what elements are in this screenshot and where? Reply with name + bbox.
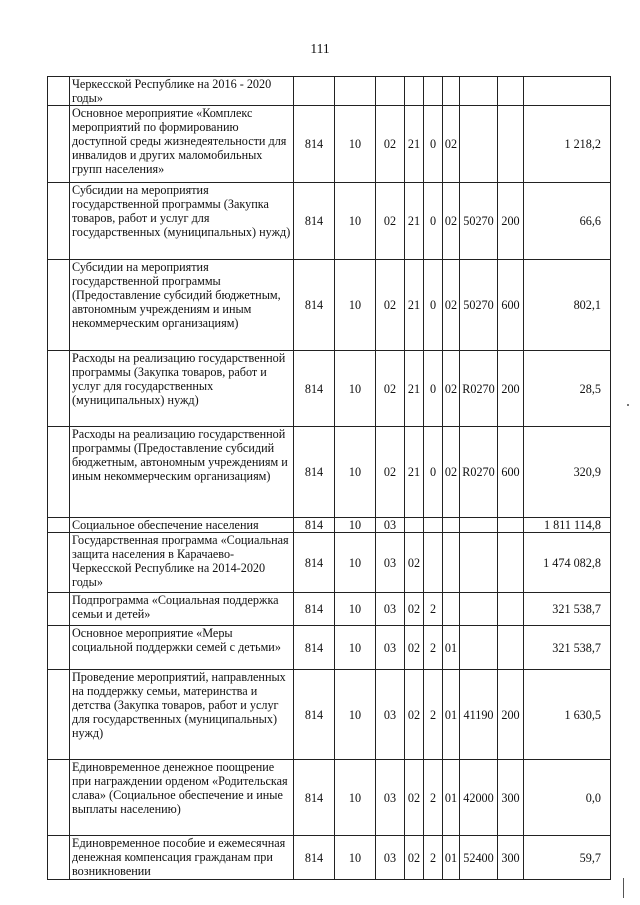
activity-code-cell: 02 — [443, 260, 460, 351]
grbs-cell: 814 — [294, 106, 335, 183]
blank-cell — [48, 183, 70, 260]
direction-code-cell — [460, 518, 498, 533]
direction-code-cell: 42000 — [460, 760, 498, 836]
amount-cell: 1 811 114,8 — [524, 518, 611, 533]
expense-type-cell: 200 — [498, 670, 524, 760]
item-name-cell: Расходы на реализацию государственной программы (Предоставление субсидий бюджетным, автономным учреждениям и иным некоммерческим организациям) — [70, 427, 294, 518]
item-name-cell: Единовременное пособие и ежемесячная денежная компенсация гражданам при возникновении — [70, 836, 294, 880]
subsection-cell: 02 — [376, 351, 405, 427]
direction-code-cell: 41190 — [460, 670, 498, 760]
table-row — [48, 518, 611, 533]
direction-code-cell: 50270 — [460, 260, 498, 351]
table-row — [48, 106, 611, 183]
section-cell: 10 — [335, 106, 376, 183]
expense-type-cell: 200 — [498, 183, 524, 260]
section-cell: 10 — [335, 760, 376, 836]
amount-cell — [524, 77, 611, 106]
page-number: 111 — [310, 41, 330, 56]
direction-code-cell — [460, 106, 498, 183]
subprogram-code-cell: 0 — [424, 427, 443, 518]
grbs-cell: 814 — [294, 836, 335, 880]
amount-cell: 802,1 — [524, 260, 611, 351]
subprogram-code-cell: 0 — [424, 351, 443, 427]
subsection-cell: 03 — [376, 760, 405, 836]
program-code-cell: 21 — [405, 106, 424, 183]
blank-cell — [48, 260, 70, 351]
margin-dot — [627, 404, 629, 406]
activity-code-cell — [443, 593, 460, 626]
subprogram-code-cell: 2 — [424, 593, 443, 626]
program-code-cell: 02 — [405, 533, 424, 593]
section-cell: 10 — [335, 836, 376, 880]
program-code-cell: 02 — [405, 836, 424, 880]
grbs-cell: 814 — [294, 351, 335, 427]
item-name-cell: Субсидии на мероприятия государственной программы (Закупка товаров, работ и услуг для государственных (муниципальных) нужд) — [70, 183, 294, 260]
expense-type-cell: 300 — [498, 836, 524, 880]
section-cell — [335, 77, 376, 106]
table-row — [48, 836, 611, 880]
section-cell: 10 — [335, 670, 376, 760]
item-name-cell: Субсидии на мероприятия государственной программы (Предоставление субсидий бюджетным, автономным учреждениям и иным некоммерческим организациям) — [70, 260, 294, 351]
table-row — [48, 670, 611, 760]
amount-cell: 66,6 — [524, 183, 611, 260]
grbs-cell: 814 — [294, 183, 335, 260]
direction-code-cell — [460, 533, 498, 593]
table-row — [48, 593, 611, 626]
program-code-cell: 21 — [405, 427, 424, 518]
item-name-cell: Единовременное денежное поощрение при награждении орденом «Родительская слава» (Социальное обеспечение и иные выплаты населению) — [70, 760, 294, 836]
grbs-cell: 814 — [294, 760, 335, 836]
subprogram-code-cell: 0 — [424, 183, 443, 260]
subsection-cell: 02 — [376, 427, 405, 518]
subprogram-code-cell — [424, 533, 443, 593]
activity-code-cell — [443, 77, 460, 106]
expense-type-cell — [498, 518, 524, 533]
blank-cell — [48, 77, 70, 106]
amount-cell: 320,9 — [524, 427, 611, 518]
section-cell: 10 — [335, 518, 376, 533]
grbs-cell: 814 — [294, 260, 335, 351]
blank-cell — [48, 351, 70, 427]
amount-cell: 1 218,2 — [524, 106, 611, 183]
subprogram-code-cell — [424, 77, 443, 106]
section-cell: 10 — [335, 351, 376, 427]
grbs-cell: 814 — [294, 626, 335, 670]
item-name-cell: Расходы на реализацию государственной программы (Закупка товаров, работ и услуг для государственных (муниципальных) нужд) — [70, 351, 294, 427]
expense-type-cell: 200 — [498, 351, 524, 427]
subsection-cell — [376, 77, 405, 106]
program-code-cell: 02 — [405, 760, 424, 836]
activity-code-cell: 01 — [443, 670, 460, 760]
subsection-cell: 02 — [376, 183, 405, 260]
blank-cell — [48, 533, 70, 593]
program-code-cell: 21 — [405, 260, 424, 351]
item-name-cell: Черкесской Республике на 2016 - 2020 годы» — [70, 77, 294, 106]
blank-cell — [48, 427, 70, 518]
amount-cell: 1 630,5 — [524, 670, 611, 760]
blank-cell — [48, 593, 70, 626]
table-row — [48, 77, 611, 106]
direction-code-cell — [460, 593, 498, 626]
activity-code-cell — [443, 518, 460, 533]
blank-cell — [48, 670, 70, 760]
direction-code-cell: 52400 — [460, 836, 498, 880]
blank-cell — [48, 626, 70, 670]
activity-code-cell: 01 — [443, 626, 460, 670]
direction-code-cell: 50270 — [460, 183, 498, 260]
activity-code-cell — [443, 533, 460, 593]
item-name-cell: Проведение мероприятий, направленных на поддержку семьи, материнства и детства (Закупка товаров, работ и услуг для государственных (муниципальных) нужд) — [70, 670, 294, 760]
blank-cell — [48, 106, 70, 183]
table-row — [48, 183, 611, 260]
direction-code-cell: R0270 — [460, 351, 498, 427]
program-code-cell — [405, 77, 424, 106]
subsection-cell: 02 — [376, 106, 405, 183]
subsection-cell: 03 — [376, 518, 405, 533]
item-name-cell: Основное мероприятие «Меры социальной поддержки семей с детьми» — [70, 626, 294, 670]
expense-type-cell — [498, 593, 524, 626]
section-cell: 10 — [335, 260, 376, 351]
grbs-cell: 814 — [294, 518, 335, 533]
activity-code-cell: 02 — [443, 351, 460, 427]
activity-code-cell: 01 — [443, 760, 460, 836]
activity-code-cell: 01 — [443, 836, 460, 880]
amount-cell: 321 538,7 — [524, 593, 611, 626]
expense-type-cell — [498, 626, 524, 670]
subprogram-code-cell — [424, 518, 443, 533]
section-cell: 10 — [335, 183, 376, 260]
program-code-cell: 21 — [405, 183, 424, 260]
table-row — [48, 760, 611, 836]
section-cell: 10 — [335, 533, 376, 593]
table-row — [48, 260, 611, 351]
blank-cell — [48, 836, 70, 880]
subsection-cell: 03 — [376, 626, 405, 670]
item-name-cell: Основное мероприятие «Комплекс мероприятий по формированию доступной среды жизнедеятельности для инвалидов и других маломобильных групп населения» — [70, 106, 294, 183]
subprogram-code-cell: 2 — [424, 760, 443, 836]
direction-code-cell — [460, 77, 498, 106]
expense-type-cell — [498, 106, 524, 183]
grbs-cell — [294, 77, 335, 106]
subsection-cell: 03 — [376, 670, 405, 760]
item-name-cell: Государственная программа «Социальная защита населения в Карачаево-Черкесской Республике на 2014-2020 годы» — [70, 533, 294, 593]
grbs-cell: 814 — [294, 533, 335, 593]
item-name-cell: Подпрограмма «Социальная поддержка семьи и детей» — [70, 593, 294, 626]
table-row — [48, 626, 611, 670]
subprogram-code-cell: 0 — [424, 106, 443, 183]
section-cell: 10 — [335, 626, 376, 670]
grbs-cell: 814 — [294, 670, 335, 760]
subprogram-code-cell: 2 — [424, 626, 443, 670]
amount-cell: 321 538,7 — [524, 626, 611, 670]
expense-type-cell — [498, 533, 524, 593]
grbs-cell: 814 — [294, 593, 335, 626]
table-row — [48, 351, 611, 427]
expense-type-cell: 600 — [498, 260, 524, 351]
amount-cell: 1 474 082,8 — [524, 533, 611, 593]
subsection-cell: 03 — [376, 593, 405, 626]
section-cell: 10 — [335, 593, 376, 626]
program-code-cell: 02 — [405, 670, 424, 760]
program-code-cell: 02 — [405, 626, 424, 670]
amount-cell: 0,0 — [524, 760, 611, 836]
activity-code-cell: 02 — [443, 183, 460, 260]
direction-code-cell: R0270 — [460, 427, 498, 518]
amount-cell: 28,5 — [524, 351, 611, 427]
blank-cell — [48, 760, 70, 836]
blank-cell — [48, 518, 70, 533]
table-row — [48, 427, 611, 518]
expense-type-cell: 300 — [498, 760, 524, 836]
grbs-cell: 814 — [294, 427, 335, 518]
budget-table — [47, 76, 611, 880]
program-code-cell — [405, 518, 424, 533]
subprogram-code-cell: 2 — [424, 836, 443, 880]
subsection-cell: 03 — [376, 533, 405, 593]
expense-type-cell: 600 — [498, 427, 524, 518]
subprogram-code-cell: 2 — [424, 670, 443, 760]
subprogram-code-cell: 0 — [424, 260, 443, 351]
item-name-cell: Социальное обеспечение населения — [70, 518, 294, 533]
margin-mark — [623, 878, 624, 898]
subsection-cell: 03 — [376, 836, 405, 880]
amount-cell: 59,7 — [524, 836, 611, 880]
section-cell: 10 — [335, 427, 376, 518]
activity-code-cell: 02 — [443, 427, 460, 518]
table-row — [48, 533, 611, 593]
program-code-cell: 21 — [405, 351, 424, 427]
expense-type-cell — [498, 77, 524, 106]
direction-code-cell — [460, 626, 498, 670]
program-code-cell: 02 — [405, 593, 424, 626]
subsection-cell: 02 — [376, 260, 405, 351]
activity-code-cell: 02 — [443, 106, 460, 183]
